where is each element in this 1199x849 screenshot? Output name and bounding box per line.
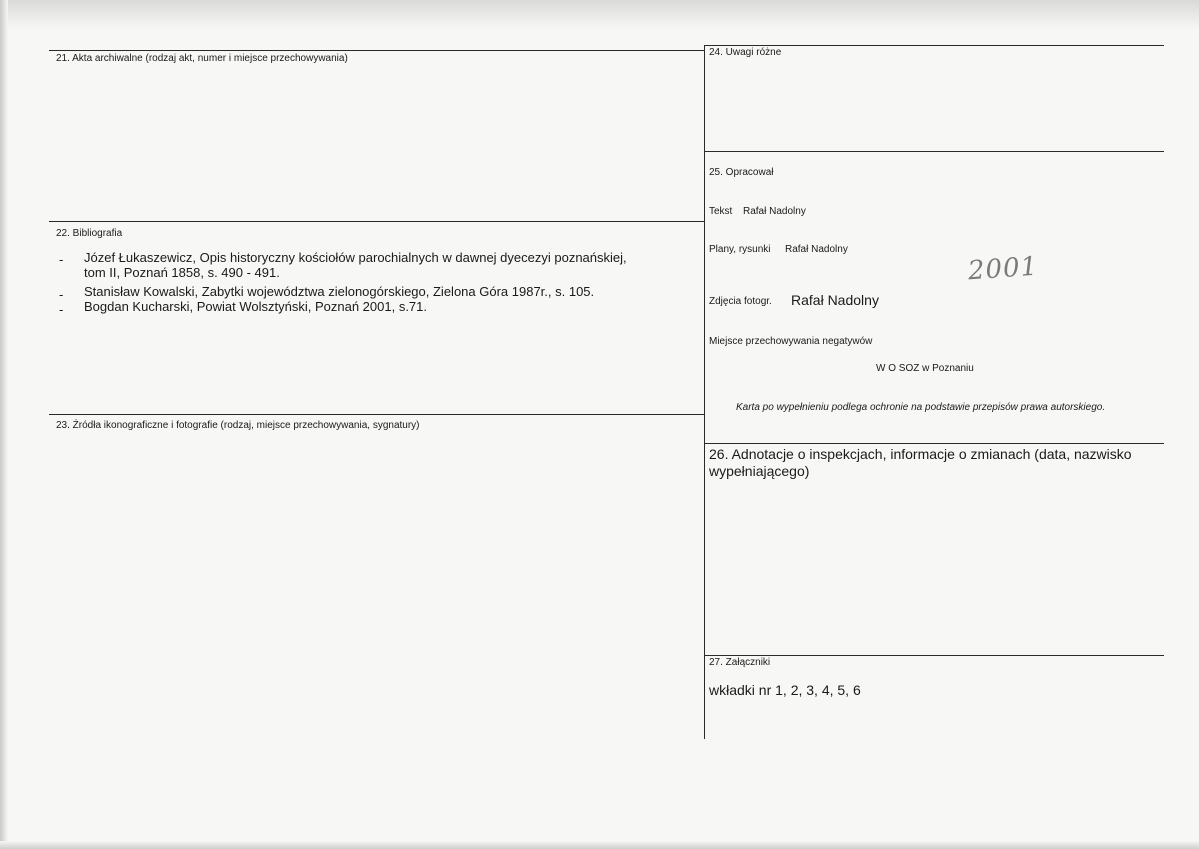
rule-23 bbox=[49, 414, 705, 415]
column-divider bbox=[704, 45, 705, 739]
rule-25 bbox=[705, 151, 1164, 152]
plany-value: Rafał Nadolny bbox=[785, 244, 848, 255]
zdjecia-label: Zdjęcia fotogr. bbox=[709, 296, 772, 307]
copyright-note: Karta po wypełnieniu podlega ochronie na podstawie przepisów prawa autorskiego. bbox=[736, 402, 1106, 413]
scan-edge-bottom bbox=[0, 841, 1199, 849]
rule-27 bbox=[705, 655, 1164, 656]
section-21-header: 21. Akta archiwalne (rodzaj akt, numer i miejsce przechowywania) bbox=[56, 53, 348, 64]
zdjecia-value: Rafał Nadolny bbox=[791, 292, 879, 308]
section-27-header: 27. Załączniki bbox=[709, 657, 771, 668]
tekst-value: Rafał Nadolny bbox=[743, 206, 806, 217]
section-24-header: 24. Uwagi różne bbox=[709, 47, 782, 58]
bib-item-1-line-1: Józef Łukaszewicz, Opis historyczny kościołów parochialnych w dawnej dyecezyi poznańskiej, bbox=[84, 250, 627, 265]
rule-top-left bbox=[49, 50, 705, 51]
miejsce-value: W O SOZ w Poznaniu bbox=[876, 363, 974, 374]
rule-22 bbox=[49, 221, 705, 222]
bib-item-2: Stanisław Kowalski, Zabytki województwa zielonogórskiego, Zielona Góra 1987r., s. 105. bbox=[84, 284, 595, 299]
miejsce-label: Miejsce przechowywania negatywów bbox=[709, 336, 873, 347]
plany-label: Plany, rysunki bbox=[709, 244, 771, 255]
scan-edge-left bbox=[0, 0, 8, 849]
rule-top-right bbox=[705, 45, 1164, 46]
section-25-header: 25. Opracował bbox=[709, 167, 774, 178]
scan-edge-top bbox=[0, 0, 1199, 30]
section-22-header: 22. Bibliografia bbox=[56, 228, 123, 239]
section-23-header: 23. Źródła ikonograficzne i fotografie (rodzaj, miejsce przechowywania, sygnatury) bbox=[56, 420, 420, 431]
bib-bullet: - bbox=[59, 302, 64, 317]
bib-item-3: Bogdan Kucharski, Powiat Wolsztyński, Poznań 2001, s.71. bbox=[84, 299, 428, 314]
section-27-value: wkładki nr 1, 2, 3, 4, 5, 6 bbox=[709, 682, 861, 698]
section-26-header: 26. Adnotacje o inspekcjach, informacje o zmianach (data, nazwisko wypełniającego) bbox=[709, 446, 1132, 479]
handwritten-year: 2001 bbox=[967, 251, 1040, 287]
bib-bullet: - bbox=[59, 252, 64, 267]
bib-item-1-line-2: tom II, Poznań 1858, s. 490 - 491. bbox=[84, 265, 280, 280]
tekst-label: Tekst bbox=[709, 206, 733, 217]
rule-26 bbox=[705, 443, 1164, 444]
bib-bullet: - bbox=[59, 287, 64, 302]
